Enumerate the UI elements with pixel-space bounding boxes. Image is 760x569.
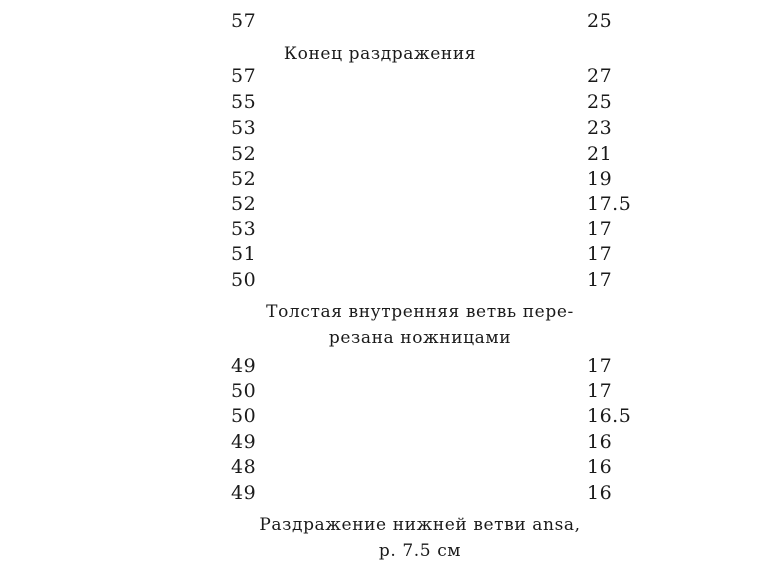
left-value: 49 <box>231 355 257 377</box>
left-value: 53 <box>231 117 257 139</box>
table-row <box>0 354 760 379</box>
right-value: 16.5 <box>587 405 632 427</box>
table-row <box>0 455 760 480</box>
table-row <box>0 192 760 217</box>
right-value: 16 <box>587 431 613 453</box>
right-value: 27 <box>587 65 613 87</box>
table-row <box>0 379 760 404</box>
left-value: 57 <box>231 65 257 87</box>
right-value: 17.5 <box>587 193 632 215</box>
table-row <box>0 90 760 115</box>
table-row <box>0 430 760 455</box>
right-value: 17 <box>587 355 613 377</box>
section-heading: Конец раздражения <box>283 44 477 64</box>
table-row <box>0 217 760 242</box>
left-value: 52 <box>231 168 257 190</box>
left-value: 51 <box>231 243 257 265</box>
left-value: 50 <box>231 405 257 427</box>
left-value: 52 <box>231 143 257 165</box>
left-value: 49 <box>231 482 257 504</box>
table-row <box>0 404 760 429</box>
right-value: 16 <box>587 456 613 478</box>
right-value: 17 <box>587 218 613 240</box>
left-value: 48 <box>231 456 257 478</box>
right-value: 17 <box>587 380 613 402</box>
right-value: 21 <box>587 143 613 165</box>
right-value: 19 <box>587 168 613 190</box>
left-value: 57 <box>231 10 257 32</box>
section-heading-line: Толстая внутренняя ветвь пере- <box>266 302 574 322</box>
left-value: 55 <box>231 91 257 113</box>
table-row <box>0 9 760 34</box>
right-value: 17 <box>587 269 613 291</box>
section-heading-line: Раздражение нижней ветви ansa, <box>259 515 581 535</box>
right-value: 17 <box>587 243 613 265</box>
section-heading-line: p. 7.5 см <box>378 541 462 561</box>
table-row <box>0 242 760 267</box>
right-value: 25 <box>587 91 613 113</box>
left-value: 53 <box>231 218 257 240</box>
left-value: 49 <box>231 431 257 453</box>
table-row <box>0 167 760 192</box>
table-row <box>0 481 760 506</box>
right-value: 23 <box>587 117 613 139</box>
table-row <box>0 268 760 293</box>
table-row <box>0 116 760 141</box>
right-value: 16 <box>587 482 613 504</box>
table-row <box>0 64 760 89</box>
section-heading-line: резана ножницами <box>328 328 512 348</box>
left-value: 50 <box>231 269 257 291</box>
right-value: 25 <box>587 10 613 32</box>
left-value: 52 <box>231 193 257 215</box>
left-value: 50 <box>231 380 257 402</box>
table-row <box>0 142 760 167</box>
